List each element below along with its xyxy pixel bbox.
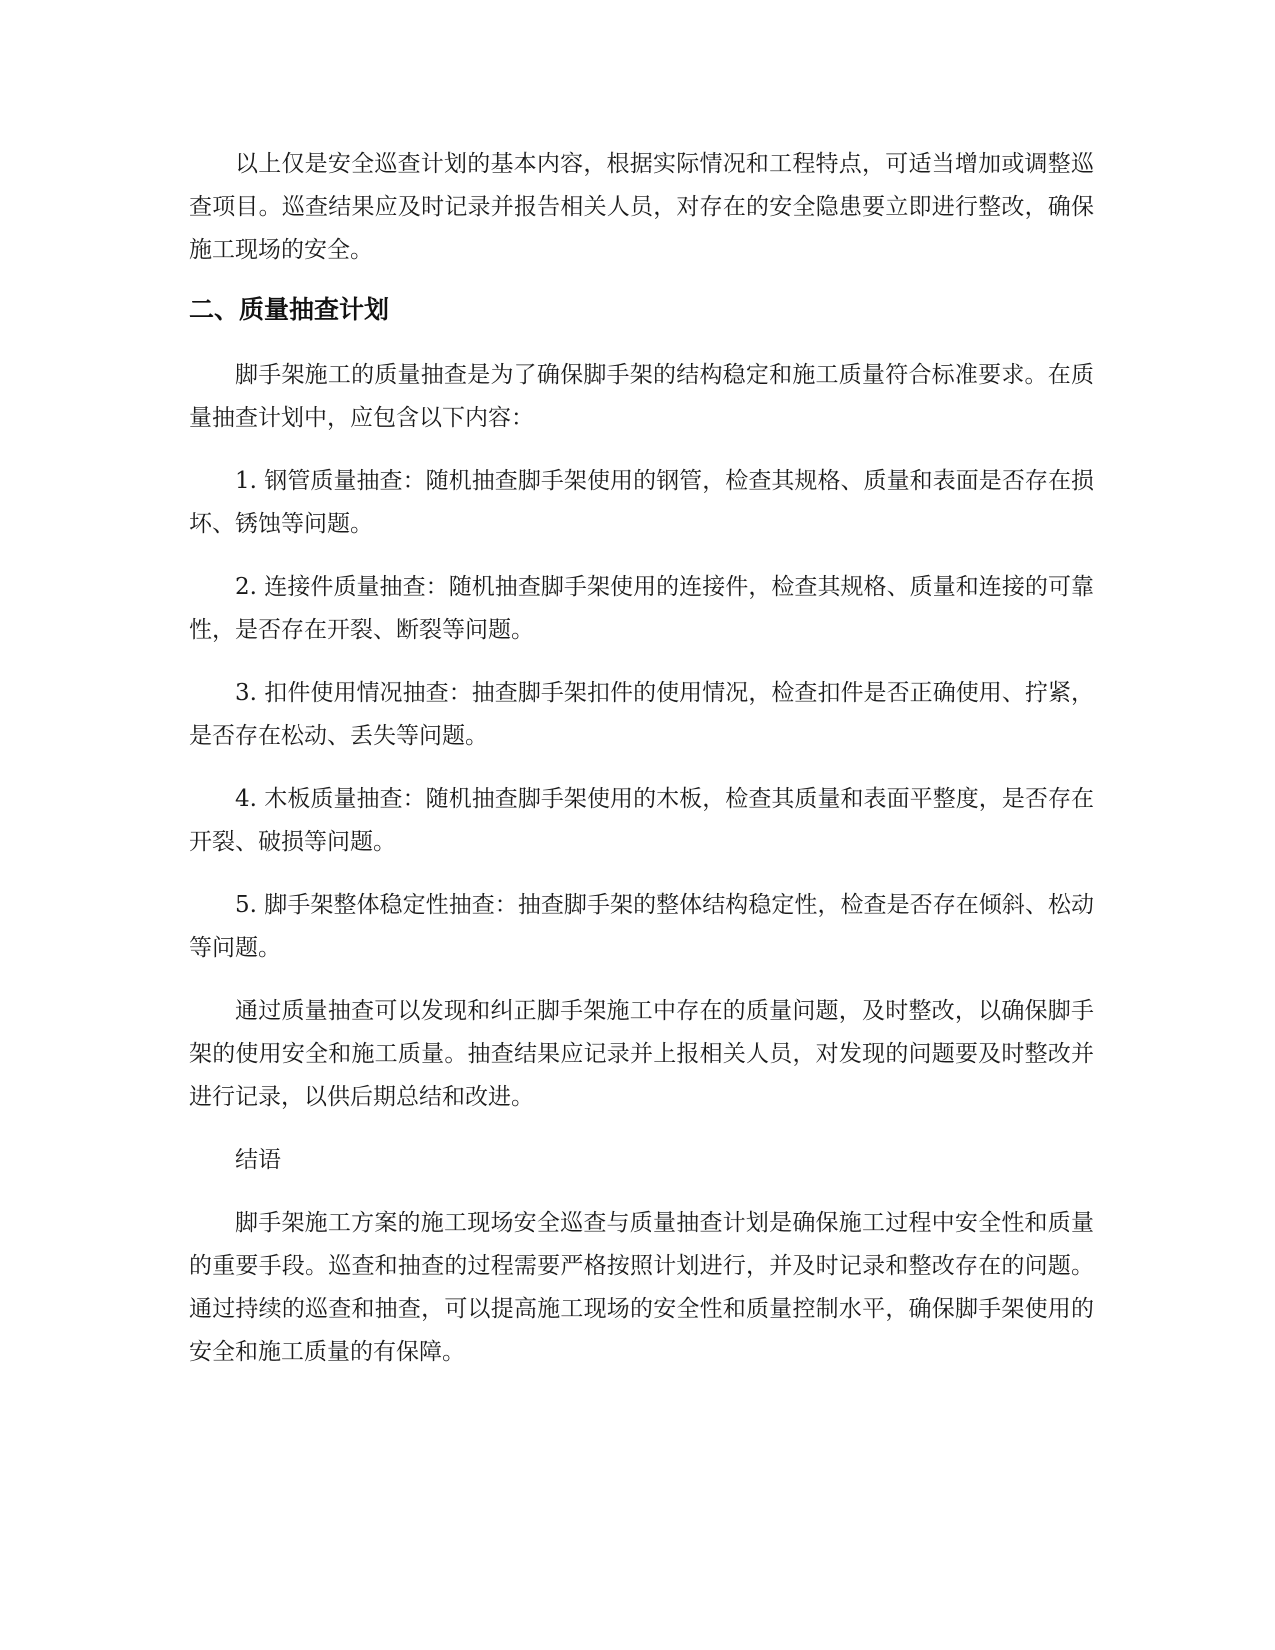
list-item-fastener: 3. 扣件使用情况抽查：抽查脚手架扣件的使用情况，检查扣件是否正确使用、拧紧，是否存在松动、丢失等问题。 [189,680,1094,749]
section-heading: 二、质量抽查计划 [189,295,390,324]
list-item-connector: 2. 连接件质量抽查：随机抽查脚手架使用的连接件，检查其规格、质量和连接的可靠性，是否存在开裂、断裂等问题。 [189,574,1094,643]
list-item-steel-pipe: 1. 钢管质量抽查：随机抽查脚手架使用的钢管，检查其规格、质量和表面是否存在损坏、锈蚀等问题。 [189,468,1094,537]
list-item-wood-board: 4. 木板质量抽查：随机抽查脚手架使用的木板，检查其质量和表面平整度，是否存在开裂、破损等问题。 [189,786,1094,855]
section-intro-paragraph: 脚手架施工的质量抽查是为了确保脚手架的结构稳定和施工质量符合标准要求。在质量抽查计划中，应包含以下内容： [189,362,1094,431]
intro-paragraph: 以上仅是安全巡查计划的基本内容，根据实际情况和工程特点，可适当增加或调整巡查项目。巡查结果应及时记录并报告相关人员，对存在的安全隐患要立即进行整改，确保施工现场的安全。 [189,151,1094,263]
summary-paragraph: 通过质量抽查可以发现和纠正脚手架施工中存在的质量问题，及时整改，以确保脚手架的使用安全和施工质量。抽查结果应记录并上报相关人员，对发现的问题要及时整改并进行记录，以供后期总结和改进。 [189,998,1094,1110]
list-item-overall-stability: 5. 脚手架整体稳定性抽查：抽查脚手架的整体结构稳定性，检查是否存在倾斜、松动等问题。 [189,892,1094,961]
document-body [189,143,1094,1394]
conclusion-label: 结语 [235,1147,281,1173]
conclusion-paragraph: 脚手架施工方案的施工现场安全巡查与质量抽查计划是确保施工过程中安全性和质量的重要手段。巡查和抽查的过程需要严格按照计划进行，并及时记录和整改存在的问题。通过持续的巡查和抽查，可以提高施工现场的安全性和质量控制水平，确保脚手架使用的安全和施工质量的有保障。 [189,1210,1094,1365]
